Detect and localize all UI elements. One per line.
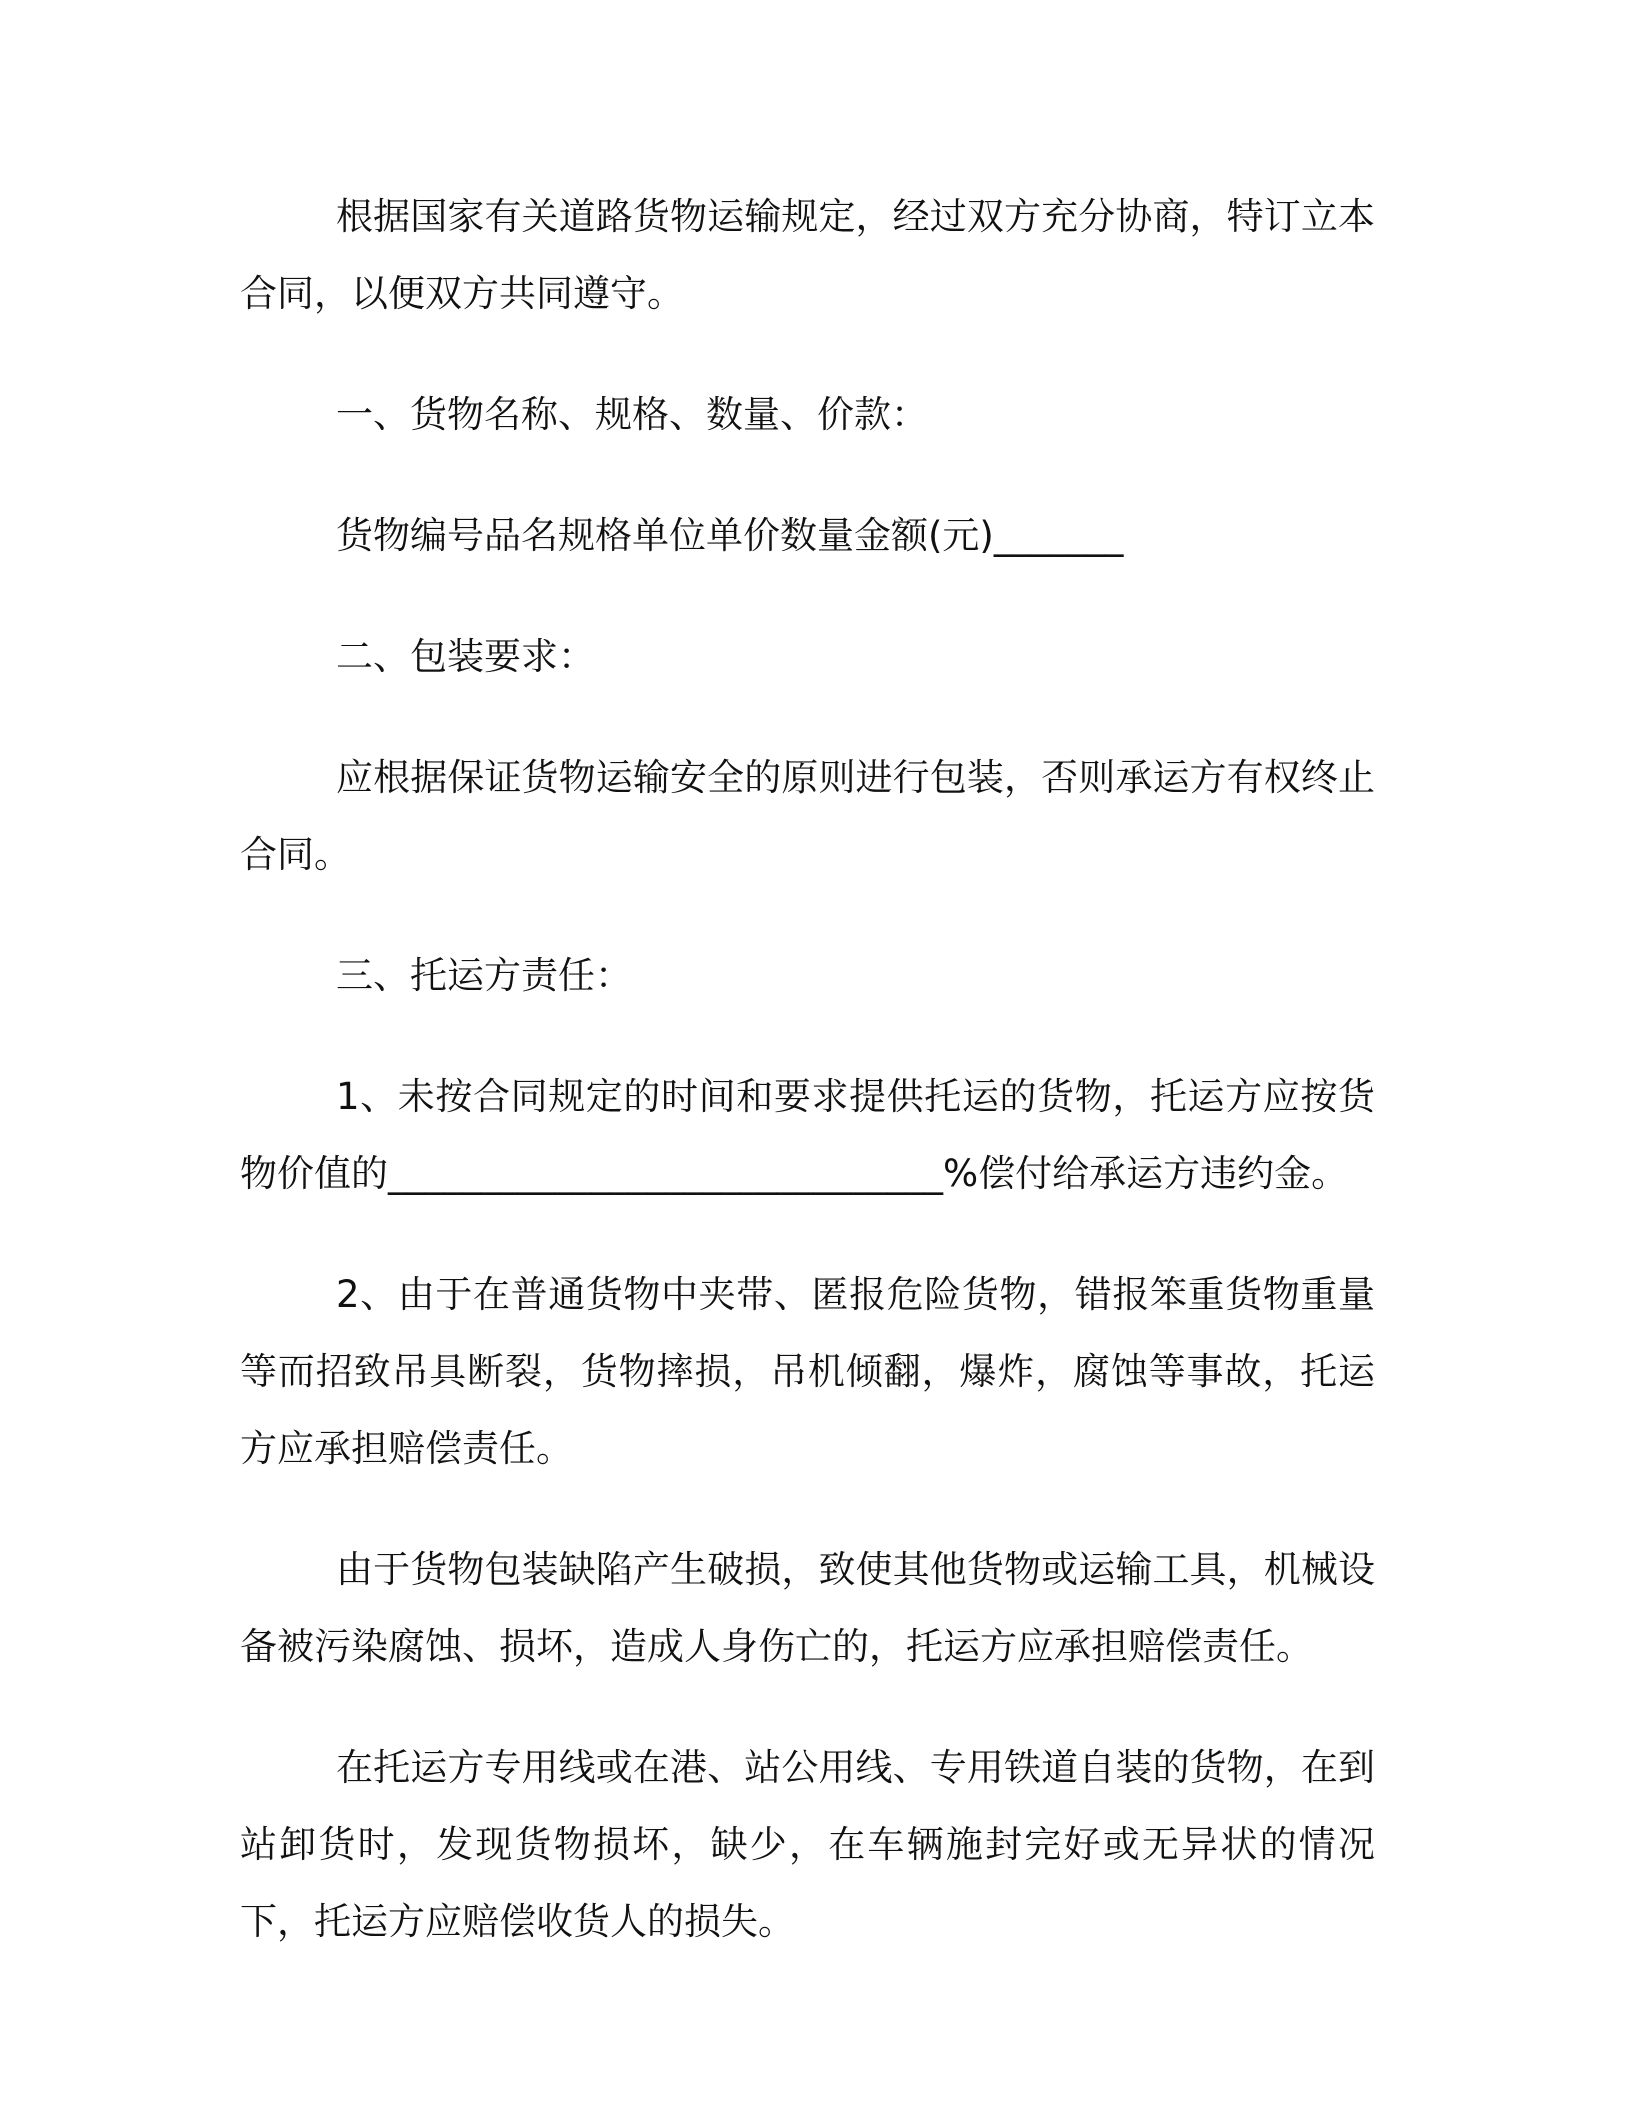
clause-2-paragraph: 2、由于在普通货物中夹带、匿报危险货物，错报笨重货物重量等而招致吊具断裂，货物摔损，吊机倾翻，爆炸，腐蚀等事故，托运方应承担赔偿责任。 bbox=[240, 1273, 1375, 1470]
goods-table-header-line: 货物编号品名规格单位单价数量金额(元)_______ bbox=[336, 514, 1124, 557]
contract-body bbox=[240, 178, 1375, 2004]
intro-paragraph: 根据国家有关道路货物运输规定，经过双方充分协商，特订立本合同，以便双方共同遵守。 bbox=[240, 195, 1375, 315]
self-loading-paragraph: 在托运方专用线或在港、站公用线、专用铁道自装的货物，在到站卸货时，发现货物损坏，缺少，在车辆施封完好或无异状的情况下，托运方应赔偿收货人的损失。 bbox=[240, 1746, 1375, 1943]
section-1-heading: 一、货物名称、规格、数量、价款： bbox=[336, 393, 928, 436]
packaging-paragraph: 应根据保证货物运输安全的原则进行包装，否则承运方有权终止合同。 bbox=[240, 756, 1375, 876]
clause-1-paragraph: 1、未按合同规定的时间和要求提供托运的货物，托运方应按货物价值的______________________________%偿付给承运方违约金。 bbox=[240, 1075, 1375, 1195]
section-3-heading: 三、托运方责任： bbox=[336, 954, 632, 997]
section-2-heading: 二、包装要求： bbox=[336, 635, 595, 678]
packaging-defect-paragraph: 由于货物包装缺陷产生破损，致使其他货物或运输工具，机械设备被污染腐蚀、损坏，造成人身伤亡的，托运方应承担赔偿责任。 bbox=[240, 1548, 1375, 1668]
